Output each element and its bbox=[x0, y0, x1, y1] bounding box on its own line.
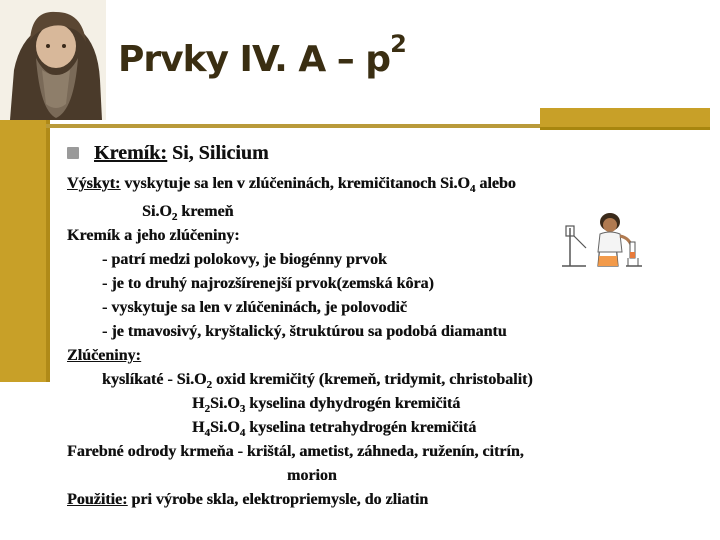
h2sio3-line: $H_2Si.O_3$ kyselina dyhydrogén kremičitá bbox=[192, 395, 461, 416]
pouzitie-line: Použitie: pri výrobe skla, elektropriemysle, do zliatin bbox=[67, 491, 429, 508]
top-right-accent-box bbox=[540, 108, 710, 127]
zluceniny-heading: Zlúčeniny: bbox=[67, 347, 141, 364]
slide-title: Prvky IV. A – $p^2$ bbox=[118, 30, 406, 80]
h4sio4-line: $H_4Si.O_4$ kyselina tetrahydrogén kremičitá bbox=[192, 419, 477, 440]
vyskyt-continuation: $Si.O_2$ kremeň bbox=[142, 203, 234, 224]
farebne-odrody-line: Farebné odrody krmeňa - krištál, ametist, záhneda, ruženín, citrín, bbox=[67, 443, 524, 460]
bullet-square-icon bbox=[67, 147, 79, 159]
element-heading: Kremík: Si, Silicium bbox=[94, 142, 269, 164]
title-underline bbox=[46, 124, 540, 128]
vyskyt-line: Výskyt: vyskytuje sa len v zlúčeninách, kremičitanoch $Si.O_4$ alebo bbox=[67, 175, 516, 196]
mendeleev-portrait bbox=[0, 0, 106, 120]
list-item: - je to druhý najrozšírenejší prvok(zemská kôra) bbox=[102, 275, 434, 292]
farebne-odrody-continuation: morion bbox=[287, 467, 337, 484]
chemist-clipart-icon bbox=[556, 206, 646, 276]
kremik-zluceniny-heading: Kremík a jeho zlúčeniny: bbox=[67, 227, 240, 244]
list-item: - vyskytuje sa len v zlúčeninách, je polovodič bbox=[102, 299, 407, 316]
left-accent-bar bbox=[0, 120, 46, 382]
kyslikate-line: kyslíkaté - $Si.O_2$ oxid kremičitý (kremeň, tridymit, christobalit) bbox=[102, 371, 533, 392]
list-item: - je tmavosivý, kryštalický, štruktúrou sa podobá diamantu bbox=[102, 323, 507, 340]
list-item: - patrí medzi polokovy, je biogénny prvok bbox=[102, 251, 387, 268]
